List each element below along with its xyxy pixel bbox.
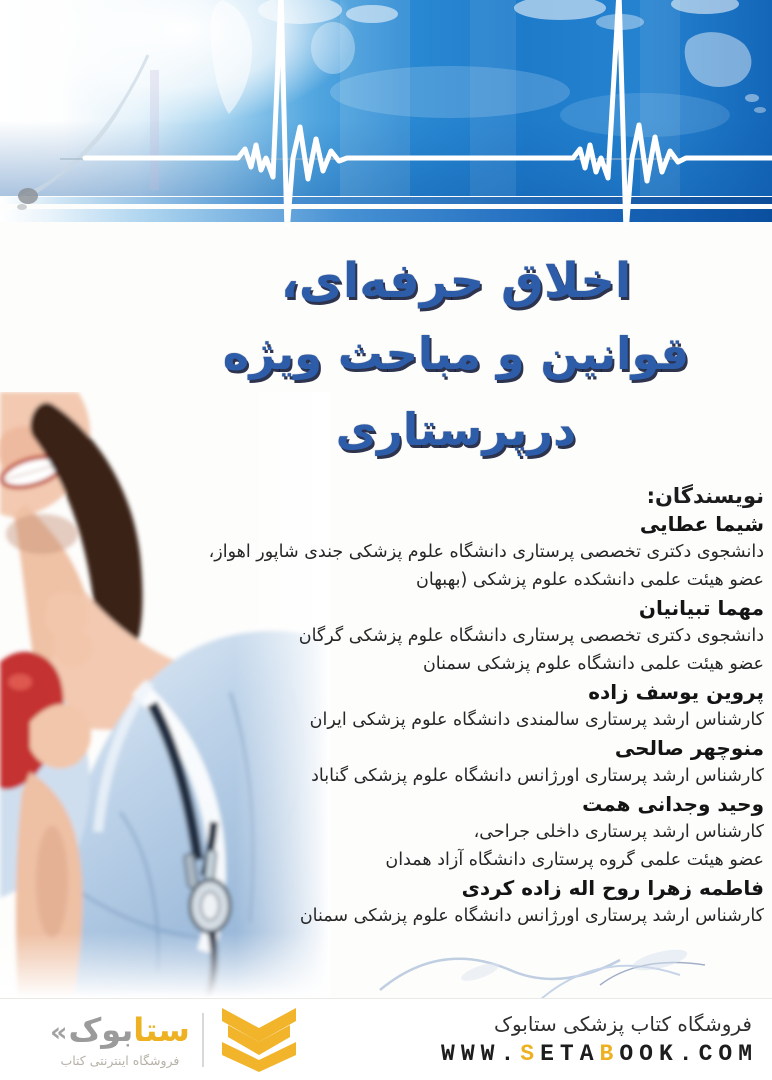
website-letter: B [599, 1041, 620, 1067]
author-credit: کارشناس ارشد پرستاری اورژانس دانشگاه علوم پزشکی سمنان [299, 906, 764, 926]
website-url [441, 1041, 758, 1067]
website-letter: C [698, 1041, 719, 1067]
store-name: فروشگاه کتاب پزشکی ستابوک [494, 1012, 752, 1036]
author-name: فاطمه زهرا روح اله زاده کردی [461, 876, 764, 900]
website-letter: T [559, 1041, 580, 1067]
website-letter: E [540, 1041, 560, 1067]
logo-emblem-icon [216, 1008, 302, 1072]
world-map-ecg-graphic [0, 0, 772, 226]
logo-chevron-glyph: « [50, 1016, 68, 1048]
author-credit: عضو هیئت علمی دانشکده علوم پزشکی (بهبهان [416, 570, 764, 590]
store-info [441, 1012, 758, 1067]
author-credit: کارشناس ارشد پرستاری سالمندی دانشگاه علوم پزشکی ایران [309, 710, 764, 730]
website-letter: O [619, 1041, 640, 1067]
website-letter: O [639, 1041, 659, 1067]
author-name: مهما تبیانیان [638, 596, 764, 620]
authors-list [124, 510, 764, 930]
authors-heading: نویسندگان: [646, 484, 764, 508]
author-credit: عضو هیئت علمی دانشگاه علوم پزشکی سمنان [422, 654, 764, 674]
website-letter: S [520, 1041, 541, 1067]
website-letter: . [678, 1041, 699, 1067]
author-name: شیما عطایی [639, 512, 764, 536]
watercolor-flowers [360, 930, 760, 1002]
author-credit: دانشجوی دکتری تخصصی پرستاری دانشگاه علوم پزشکی گرگان [298, 626, 764, 646]
logo-divider [202, 1013, 204, 1067]
logo-wordmark-gray: بوک [68, 1010, 134, 1049]
website-letter: W [441, 1041, 461, 1067]
author-name: منوچهر صالحی [614, 736, 764, 760]
logo-tagline: فروشگاه اینترنتی کتاب [60, 1052, 180, 1068]
website-letter: W [480, 1041, 501, 1067]
logo-wordmark-accent: ستا [133, 1010, 190, 1049]
website-letter: W [460, 1041, 481, 1067]
logo-wordmark [50, 1012, 190, 1068]
author-name: پروین یوسف زاده [588, 680, 764, 704]
title-line-2: قوانین و مباحث ویژه درپرستاری [222, 327, 690, 456]
website-letter: K [658, 1041, 679, 1067]
author-credit: عضو هیئت علمی گروه پرستاری دانشگاه آزاد همدان [385, 850, 764, 870]
website-letter: O [718, 1041, 739, 1067]
author-credit: کارشناس ارشد پرستاری داخلی جراحی، [473, 822, 764, 842]
footer-bar [0, 998, 772, 1080]
title-line-1: اخلاق حرفه‌ای، [280, 253, 632, 309]
website-letter: M [738, 1041, 758, 1067]
ecg-banner [0, 0, 772, 226]
author-credit: کارشناس ارشد پرستاری اورژانس دانشگاه علوم پزشکی گناباد [311, 766, 764, 786]
authors-section [124, 482, 764, 930]
website-letter: . [500, 1041, 521, 1067]
author-name: وحید وجدانی همت [582, 792, 764, 816]
setabook-logo [50, 1008, 302, 1072]
author-credit: دانشجوی دکتری تخصصی پرستاری دانشگاه علوم پزشکی جندی شاپور اهواز، [208, 542, 764, 562]
website-letter: A [579, 1041, 600, 1067]
